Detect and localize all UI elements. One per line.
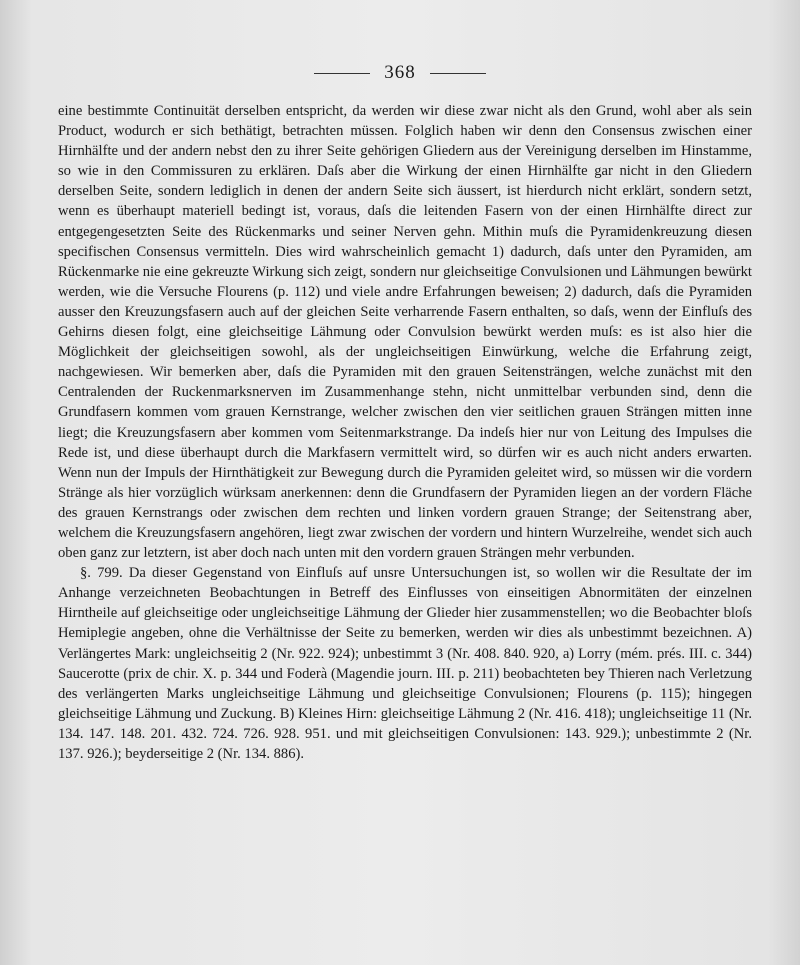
header-rule-right (430, 73, 486, 74)
page-header (0, 62, 800, 84)
paragraph-continuation: eine bestimmte Continuität derselben entspricht, da werden wir diese zwar nicht als den Grund, wohl aber als sein Product, wodurch er sich bethätigt, betrachten müssen. Folglich haben wir denn den Consensus zwischen einer Hirnhälfte und der andern nebst den zu ihrer Seite gehörigen Gliedern aus der Vereinigung derselben im Hinstamme, so wie in den Commissuren zu erklären. Daſs aber die Wirkung der einen Hirnhälfte gar nicht in den Gliedern derselben Seite, sondern lediglich in denen der andern Seite sich äussert, ist hierdurch nicht erklärt, sondern setzt, wenn es überhaupt materiell bedingt ist, voraus, daſs die leitenden Fasern von der einen Hirnhälfte direct zur entgegengesetzten Seite des Rückenmarks und seiner Nerven gehn. Mithin muſs die Pyramidenkreuzung diesen specifischen Consensus vermitteln. Dies wird wahrscheinlich gemacht 1) dadurch, daſs unter den Pyramiden, am Rückenmarke nie eine gekreuzte Wirkung sich zeigt, sondern nur gleichseitige Convulsionen und Lähmungen bewürkt werden, wie die Versuche Flourens (p. 112) und viele andre Erfahrungen beweisen; 2) dadurch, daſs die Pyramiden ausser den Kreuzungsfasern auch auf der gleichen Seite verharrende Fasern enthalten, so daſs, wenn der Einfluſs des Gehirns diesen folgt, eine gleichseitige Lähmung oder Convulsion bewürkt werden muſs: es ist also hier die Möglichkeit der gleichseitigen sowohl, als der ungleichseitigen Einwürkung, welche die Erfahrung zeigt, nachgewiesen. Wir bemerken aber, daſs die Pyramiden mit den grauen Seitensträngen, welche zunächst mit den Centralenden der Ruckenmarksnerven im Zusammenhange stehn, nicht unmittelbar verbunden sind, denn die Grundfasern kommen vom grauen Kernstrange, welcher zwischen den vier seitlichen grauen Strängen mitten inne liegt; die Kreuzungsfasern aber kommen vom Seitenmarkstrange. Da indeſs hier nur von Leitung des Impulses die Rede ist, und diese überhaupt durch die Markfasern vermittelt wird, so dürfen wir es auch nicht anders erwarten. Wenn nun der Impuls der Hirnthätigkeit zur Bewegung durch die Pyramiden geleitet wird, so müssen wir die vordern Stränge als hier vorzüglich würksam anerkennen: denn die Grundfasern der Pyramiden liegen an der vordern Fläche des grauen Kernstrangs oder zwischen dem rechten und linken vordern grauen Strange; der Seitenstrang aber, welchem die Kreuzungsfasern angehören, liegt zwar zwischen der vordern und hintern Wurzelreihe, wendet sich auch oben ganz zur letztern, ist aber doch nach unten mit den vordern grauen Strängen mehr verbunden. (58, 103, 752, 562)
body-text (58, 101, 752, 764)
paragraph-section-799: §. 799. Da dieser Gegenstand von Einfluſs auf unsre Untersuchungen ist, so wollen wir die Resultate der im Anhange verzeichneten Beobachtungen in Betreff des Einflusses von einseitigen Abnormitäten der einzelnen Hirntheile auf gleichseitige oder ungleichseitige Lähmung der Glieder hier zusammenstellen; wo die Beobachter bloſs Hemiplegie angeben, ohne die Verhältnisse der Seite zu bemerken, werden wir dies als unbestimmt bezeichnen. A) Verlängertes Mark: ungleichseitig 2 (Nr. 922. 924); unbestimmt 3 (Nr. 408. 840. 920, a) Lorry (mém. prés. III. c. 344) Saucerotte (prix de chir. X. p. 344 und Foderà (Magendie journ. III. p. 211) beobachteten bey Thieren nach Verletzung des verlängerten Marks ungleichseitige Lähmung und gleichseitige Convulsionen; Flourens (p. 115); hingegen gleichseitige Lähmung und Zuckung. B) Kleines Hirn: gleichseitige Lähmung 2 (Nr. 416. 418); ungleichseitige 11 (Nr. 134. 147. 148. 201. 432. 724. 726. 928. 951. und mit gleichseitigen Convulsionen: 143. 929.); unbestimmte 2 (Nr. 137. 926.); beyderseitige 2 (Nr. 134. 886). (58, 565, 752, 762)
header-rule-left (314, 73, 370, 74)
page-number: 368 (384, 62, 416, 83)
